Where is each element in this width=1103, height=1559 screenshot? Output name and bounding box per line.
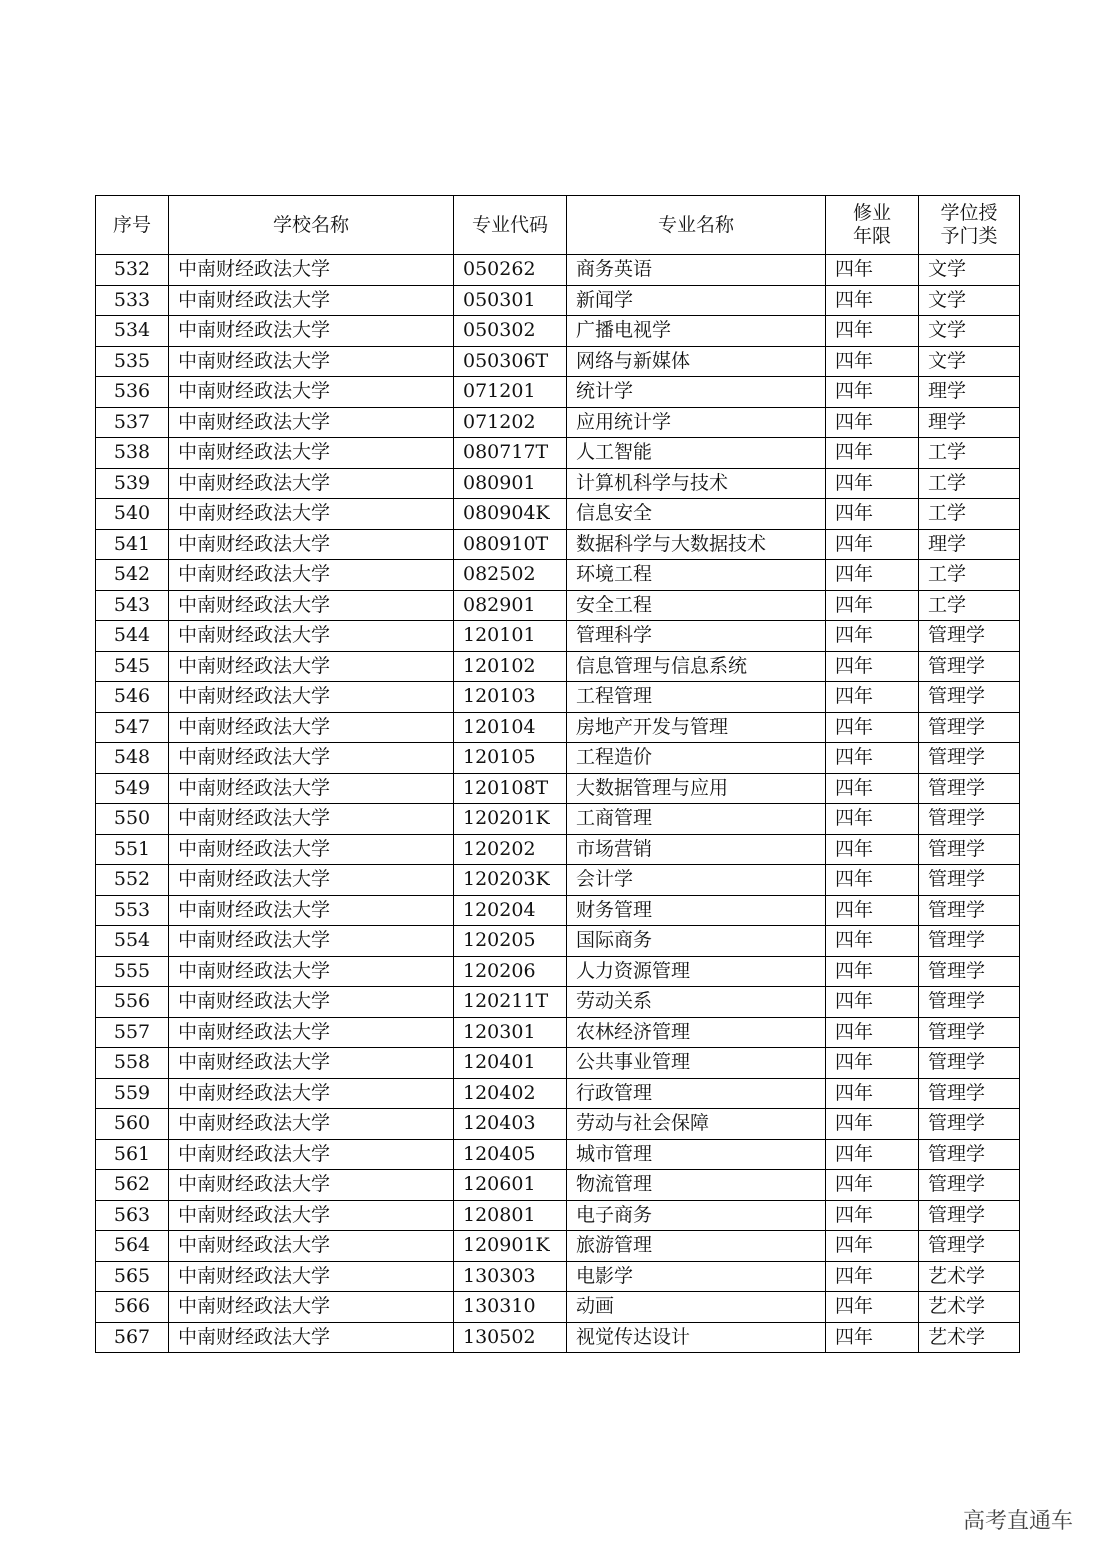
cell-seq: 537 bbox=[96, 407, 169, 438]
cell-seq: 557 bbox=[96, 1017, 169, 1048]
cell-category: 工学 bbox=[919, 560, 1020, 591]
cell-code: 130502 bbox=[454, 1322, 567, 1353]
cell-category: 管理学 bbox=[919, 682, 1020, 713]
cell-major: 农林经济管理 bbox=[567, 1017, 826, 1048]
cell-seq: 562 bbox=[96, 1170, 169, 1201]
cell-category: 管理学 bbox=[919, 651, 1020, 682]
cell-category: 管理学 bbox=[919, 1109, 1020, 1140]
cell-school: 中南财经政法大学 bbox=[169, 895, 454, 926]
cell-category: 文学 bbox=[919, 255, 1020, 286]
cell-years: 四年 bbox=[826, 1139, 919, 1170]
table-row bbox=[96, 1322, 1020, 1353]
cell-seq: 544 bbox=[96, 621, 169, 652]
cell-seq: 564 bbox=[96, 1231, 169, 1262]
cell-years: 四年 bbox=[826, 1200, 919, 1231]
watermark-text: 高考直通车 bbox=[962, 1509, 1073, 1534]
cell-school: 中南财经政法大学 bbox=[169, 712, 454, 743]
cell-school: 中南财经政法大学 bbox=[169, 560, 454, 591]
cell-category: 工学 bbox=[919, 438, 1020, 469]
cell-years: 四年 bbox=[826, 438, 919, 469]
cell-major: 城市管理 bbox=[567, 1139, 826, 1170]
cell-major: 应用统计学 bbox=[567, 407, 826, 438]
cell-major: 工程造价 bbox=[567, 743, 826, 774]
cell-code: 120403 bbox=[454, 1109, 567, 1140]
cell-seq: 542 bbox=[96, 560, 169, 591]
cell-category: 理学 bbox=[919, 529, 1020, 560]
cell-school: 中南财经政法大学 bbox=[169, 1261, 454, 1292]
cell-code: 120201K bbox=[454, 804, 567, 835]
cell-school: 中南财经政法大学 bbox=[169, 499, 454, 530]
table-row bbox=[96, 1261, 1020, 1292]
cell-years: 四年 bbox=[826, 1292, 919, 1323]
cell-category: 管理学 bbox=[919, 743, 1020, 774]
cell-category: 管理学 bbox=[919, 834, 1020, 865]
cell-category: 艺术学 bbox=[919, 1261, 1020, 1292]
cell-seq: 553 bbox=[96, 895, 169, 926]
cell-seq: 567 bbox=[96, 1322, 169, 1353]
cell-code: 120405 bbox=[454, 1139, 567, 1170]
cell-school: 中南财经政法大学 bbox=[169, 773, 454, 804]
cell-seq: 559 bbox=[96, 1078, 169, 1109]
cell-seq: 554 bbox=[96, 926, 169, 957]
cell-school: 中南财经政法大学 bbox=[169, 377, 454, 408]
header-seq: 序号 bbox=[96, 196, 169, 255]
cell-seq: 566 bbox=[96, 1292, 169, 1323]
cell-years: 四年 bbox=[826, 499, 919, 530]
cell-category: 艺术学 bbox=[919, 1292, 1020, 1323]
table-row bbox=[96, 438, 1020, 469]
cell-school: 中南财经政法大学 bbox=[169, 926, 454, 957]
header-years-line1: 修业 bbox=[852, 202, 891, 225]
table-row bbox=[96, 895, 1020, 926]
cell-major: 电影学 bbox=[567, 1261, 826, 1292]
cell-school: 中南财经政法大学 bbox=[169, 346, 454, 377]
cell-years: 四年 bbox=[826, 956, 919, 987]
table-row bbox=[96, 346, 1020, 377]
cell-code: 120205 bbox=[454, 926, 567, 957]
cell-major: 公共事业管理 bbox=[567, 1048, 826, 1079]
table-row bbox=[96, 743, 1020, 774]
cell-school: 中南财经政法大学 bbox=[169, 834, 454, 865]
cell-years: 四年 bbox=[826, 743, 919, 774]
cell-code: 050262 bbox=[454, 255, 567, 286]
cell-major: 统计学 bbox=[567, 377, 826, 408]
cell-code: 120211T bbox=[454, 987, 567, 1018]
cell-code: 082901 bbox=[454, 590, 567, 621]
cell-seq: 540 bbox=[96, 499, 169, 530]
cell-seq: 533 bbox=[96, 285, 169, 316]
cell-major: 数据科学与大数据技术 bbox=[567, 529, 826, 560]
cell-school: 中南财经政法大学 bbox=[169, 285, 454, 316]
cell-category: 管理学 bbox=[919, 895, 1020, 926]
cell-seq: 565 bbox=[96, 1261, 169, 1292]
cell-category: 工学 bbox=[919, 590, 1020, 621]
cell-major: 视觉传达设计 bbox=[567, 1322, 826, 1353]
cell-category: 管理学 bbox=[919, 956, 1020, 987]
cell-category: 工学 bbox=[919, 468, 1020, 499]
table-row bbox=[96, 590, 1020, 621]
cell-category: 管理学 bbox=[919, 1200, 1020, 1231]
cell-seq: 556 bbox=[96, 987, 169, 1018]
cell-years: 四年 bbox=[826, 255, 919, 286]
cell-code: 082502 bbox=[454, 560, 567, 591]
table-row bbox=[96, 1170, 1020, 1201]
cell-school: 中南财经政法大学 bbox=[169, 468, 454, 499]
table-row bbox=[96, 1231, 1020, 1262]
cell-code: 120101 bbox=[454, 621, 567, 652]
cell-seq: 532 bbox=[96, 255, 169, 286]
cell-code: 120206 bbox=[454, 956, 567, 987]
cell-code: 050301 bbox=[454, 285, 567, 316]
cell-category: 管理学 bbox=[919, 865, 1020, 896]
cell-years: 四年 bbox=[826, 895, 919, 926]
cell-category: 工学 bbox=[919, 499, 1020, 530]
cell-seq: 535 bbox=[96, 346, 169, 377]
table-row bbox=[96, 865, 1020, 896]
cell-major: 人力资源管理 bbox=[567, 956, 826, 987]
cell-years: 四年 bbox=[826, 712, 919, 743]
cell-major: 广播电视学 bbox=[567, 316, 826, 347]
cell-major: 信息安全 bbox=[567, 499, 826, 530]
header-category-line1: 学位授 bbox=[940, 202, 998, 225]
cell-major: 市场营销 bbox=[567, 834, 826, 865]
header-category-line2: 予门类 bbox=[940, 225, 998, 247]
cell-seq: 543 bbox=[96, 590, 169, 621]
cell-years: 四年 bbox=[826, 1078, 919, 1109]
table-row bbox=[96, 804, 1020, 835]
table-row bbox=[96, 407, 1020, 438]
cell-school: 中南财经政法大学 bbox=[169, 1048, 454, 1079]
cell-code: 080901 bbox=[454, 468, 567, 499]
cell-major: 人工智能 bbox=[567, 438, 826, 469]
cell-years: 四年 bbox=[826, 560, 919, 591]
cell-code: 071201 bbox=[454, 377, 567, 408]
cell-major: 物流管理 bbox=[567, 1170, 826, 1201]
cell-seq: 550 bbox=[96, 804, 169, 835]
cell-code: 120901K bbox=[454, 1231, 567, 1262]
cell-years: 四年 bbox=[826, 529, 919, 560]
cell-major: 工程管理 bbox=[567, 682, 826, 713]
cell-years: 四年 bbox=[826, 987, 919, 1018]
cell-major: 计算机科学与技术 bbox=[567, 468, 826, 499]
cell-years: 四年 bbox=[826, 1231, 919, 1262]
cell-school: 中南财经政法大学 bbox=[169, 621, 454, 652]
cell-code: 120402 bbox=[454, 1078, 567, 1109]
cell-category: 管理学 bbox=[919, 773, 1020, 804]
table-row bbox=[96, 1017, 1020, 1048]
major-table bbox=[95, 195, 1020, 1353]
cell-school: 中南财经政法大学 bbox=[169, 804, 454, 835]
cell-code: 071202 bbox=[454, 407, 567, 438]
table-row bbox=[96, 377, 1020, 408]
table-header bbox=[96, 196, 1020, 255]
cell-seq: 538 bbox=[96, 438, 169, 469]
cell-code: 120203K bbox=[454, 865, 567, 896]
cell-years: 四年 bbox=[826, 316, 919, 347]
cell-years: 四年 bbox=[826, 682, 919, 713]
cell-years: 四年 bbox=[826, 773, 919, 804]
cell-category: 文学 bbox=[919, 316, 1020, 347]
cell-major: 动画 bbox=[567, 1292, 826, 1323]
table-row bbox=[96, 1139, 1020, 1170]
cell-years: 四年 bbox=[826, 1261, 919, 1292]
cell-code: 120301 bbox=[454, 1017, 567, 1048]
cell-major: 新闻学 bbox=[567, 285, 826, 316]
cell-category: 文学 bbox=[919, 285, 1020, 316]
table-row bbox=[96, 285, 1020, 316]
cell-code: 080904K bbox=[454, 499, 567, 530]
table-body bbox=[96, 255, 1020, 1353]
cell-major: 环境工程 bbox=[567, 560, 826, 591]
header-code: 专业代码 bbox=[454, 196, 567, 255]
cell-code: 130303 bbox=[454, 1261, 567, 1292]
cell-category: 管理学 bbox=[919, 1048, 1020, 1079]
cell-category: 理学 bbox=[919, 407, 1020, 438]
header-school: 学校名称 bbox=[169, 196, 454, 255]
table-row bbox=[96, 468, 1020, 499]
cell-years: 四年 bbox=[826, 804, 919, 835]
cell-school: 中南财经政法大学 bbox=[169, 1017, 454, 1048]
cell-code: 120104 bbox=[454, 712, 567, 743]
cell-major: 劳动关系 bbox=[567, 987, 826, 1018]
cell-major: 网络与新媒体 bbox=[567, 346, 826, 377]
cell-school: 中南财经政法大学 bbox=[169, 529, 454, 560]
cell-years: 四年 bbox=[826, 377, 919, 408]
cell-seq: 534 bbox=[96, 316, 169, 347]
cell-school: 中南财经政法大学 bbox=[169, 1231, 454, 1262]
table-row bbox=[96, 1292, 1020, 1323]
cell-code: 120601 bbox=[454, 1170, 567, 1201]
cell-school: 中南财经政法大学 bbox=[169, 956, 454, 987]
cell-school: 中南财经政法大学 bbox=[169, 651, 454, 682]
table-row bbox=[96, 773, 1020, 804]
table-row bbox=[96, 316, 1020, 347]
cell-seq: 552 bbox=[96, 865, 169, 896]
cell-years: 四年 bbox=[826, 1322, 919, 1353]
table-row bbox=[96, 621, 1020, 652]
cell-category: 文学 bbox=[919, 346, 1020, 377]
table-row bbox=[96, 712, 1020, 743]
cell-major: 管理科学 bbox=[567, 621, 826, 652]
cell-seq: 545 bbox=[96, 651, 169, 682]
cell-category: 管理学 bbox=[919, 804, 1020, 835]
cell-school: 中南财经政法大学 bbox=[169, 1170, 454, 1201]
cell-major: 安全工程 bbox=[567, 590, 826, 621]
cell-years: 四年 bbox=[826, 346, 919, 377]
cell-category: 理学 bbox=[919, 377, 1020, 408]
cell-category: 管理学 bbox=[919, 1139, 1020, 1170]
cell-seq: 561 bbox=[96, 1139, 169, 1170]
cell-seq: 560 bbox=[96, 1109, 169, 1140]
cell-school: 中南财经政法大学 bbox=[169, 1078, 454, 1109]
header-years-line2: 年限 bbox=[852, 225, 891, 247]
cell-code: 050302 bbox=[454, 316, 567, 347]
cell-school: 中南财经政法大学 bbox=[169, 682, 454, 713]
cell-seq: 541 bbox=[96, 529, 169, 560]
header-years bbox=[826, 196, 919, 255]
cell-seq: 536 bbox=[96, 377, 169, 408]
cell-category: 管理学 bbox=[919, 1170, 1020, 1201]
cell-school: 中南财经政法大学 bbox=[169, 1139, 454, 1170]
table-row bbox=[96, 987, 1020, 1018]
cell-major: 电子商务 bbox=[567, 1200, 826, 1231]
cell-category: 管理学 bbox=[919, 1078, 1020, 1109]
cell-category: 管理学 bbox=[919, 621, 1020, 652]
table-row bbox=[96, 682, 1020, 713]
cell-major: 会计学 bbox=[567, 865, 826, 896]
cell-years: 四年 bbox=[826, 926, 919, 957]
cell-code: 120102 bbox=[454, 651, 567, 682]
cell-major: 工商管理 bbox=[567, 804, 826, 835]
table-row bbox=[96, 255, 1020, 286]
cell-years: 四年 bbox=[826, 621, 919, 652]
header-row bbox=[96, 196, 1020, 255]
cell-major: 旅游管理 bbox=[567, 1231, 826, 1262]
cell-school: 中南财经政法大学 bbox=[169, 255, 454, 286]
cell-code: 130310 bbox=[454, 1292, 567, 1323]
cell-seq: 558 bbox=[96, 1048, 169, 1079]
cell-school: 中南财经政法大学 bbox=[169, 1200, 454, 1231]
cell-school: 中南财经政法大学 bbox=[169, 1109, 454, 1140]
cell-major: 劳动与社会保障 bbox=[567, 1109, 826, 1140]
cell-category: 艺术学 bbox=[919, 1322, 1020, 1353]
table-row bbox=[96, 956, 1020, 987]
cell-years: 四年 bbox=[826, 590, 919, 621]
table-row bbox=[96, 1109, 1020, 1140]
cell-years: 四年 bbox=[826, 651, 919, 682]
cell-code: 120204 bbox=[454, 895, 567, 926]
cell-major: 商务英语 bbox=[567, 255, 826, 286]
cell-major: 房地产开发与管理 bbox=[567, 712, 826, 743]
cell-major: 财务管理 bbox=[567, 895, 826, 926]
cell-code: 120108T bbox=[454, 773, 567, 804]
cell-school: 中南财经政法大学 bbox=[169, 1292, 454, 1323]
cell-category: 管理学 bbox=[919, 926, 1020, 957]
cell-years: 四年 bbox=[826, 1048, 919, 1079]
header-major: 专业名称 bbox=[567, 196, 826, 255]
cell-school: 中南财经政法大学 bbox=[169, 590, 454, 621]
cell-code: 120801 bbox=[454, 1200, 567, 1231]
table-row bbox=[96, 834, 1020, 865]
cell-years: 四年 bbox=[826, 1170, 919, 1201]
table-row bbox=[96, 1078, 1020, 1109]
cell-major: 大数据管理与应用 bbox=[567, 773, 826, 804]
cell-category: 管理学 bbox=[919, 1231, 1020, 1262]
cell-code: 080910T bbox=[454, 529, 567, 560]
cell-seq: 551 bbox=[96, 834, 169, 865]
cell-years: 四年 bbox=[826, 1109, 919, 1140]
cell-seq: 546 bbox=[96, 682, 169, 713]
table-row bbox=[96, 499, 1020, 530]
cell-school: 中南财经政法大学 bbox=[169, 316, 454, 347]
cell-seq: 539 bbox=[96, 468, 169, 499]
table-row bbox=[96, 560, 1020, 591]
cell-code: 120103 bbox=[454, 682, 567, 713]
cell-years: 四年 bbox=[826, 407, 919, 438]
cell-school: 中南财经政法大学 bbox=[169, 987, 454, 1018]
cell-years: 四年 bbox=[826, 865, 919, 896]
cell-school: 中南财经政法大学 bbox=[169, 407, 454, 438]
cell-code: 120105 bbox=[454, 743, 567, 774]
table-row bbox=[96, 651, 1020, 682]
cell-seq: 549 bbox=[96, 773, 169, 804]
cell-years: 四年 bbox=[826, 468, 919, 499]
cell-code: 120202 bbox=[454, 834, 567, 865]
cell-major: 行政管理 bbox=[567, 1078, 826, 1109]
cell-category: 管理学 bbox=[919, 987, 1020, 1018]
cell-years: 四年 bbox=[826, 834, 919, 865]
cell-category: 管理学 bbox=[919, 712, 1020, 743]
cell-seq: 563 bbox=[96, 1200, 169, 1231]
cell-major: 国际商务 bbox=[567, 926, 826, 957]
cell-seq: 555 bbox=[96, 956, 169, 987]
table-row bbox=[96, 1048, 1020, 1079]
cell-seq: 548 bbox=[96, 743, 169, 774]
header-category bbox=[919, 196, 1020, 255]
cell-school: 中南财经政法大学 bbox=[169, 865, 454, 896]
cell-years: 四年 bbox=[826, 1017, 919, 1048]
cell-school: 中南财经政法大学 bbox=[169, 1322, 454, 1353]
table-row bbox=[96, 529, 1020, 560]
table-row bbox=[96, 926, 1020, 957]
cell-code: 120401 bbox=[454, 1048, 567, 1079]
cell-years: 四年 bbox=[826, 285, 919, 316]
cell-category: 管理学 bbox=[919, 1017, 1020, 1048]
table-row bbox=[96, 1200, 1020, 1231]
cell-code: 050306T bbox=[454, 346, 567, 377]
cell-code: 080717T bbox=[454, 438, 567, 469]
cell-seq: 547 bbox=[96, 712, 169, 743]
cell-major: 信息管理与信息系统 bbox=[567, 651, 826, 682]
cell-school: 中南财经政法大学 bbox=[169, 743, 454, 774]
cell-school: 中南财经政法大学 bbox=[169, 438, 454, 469]
